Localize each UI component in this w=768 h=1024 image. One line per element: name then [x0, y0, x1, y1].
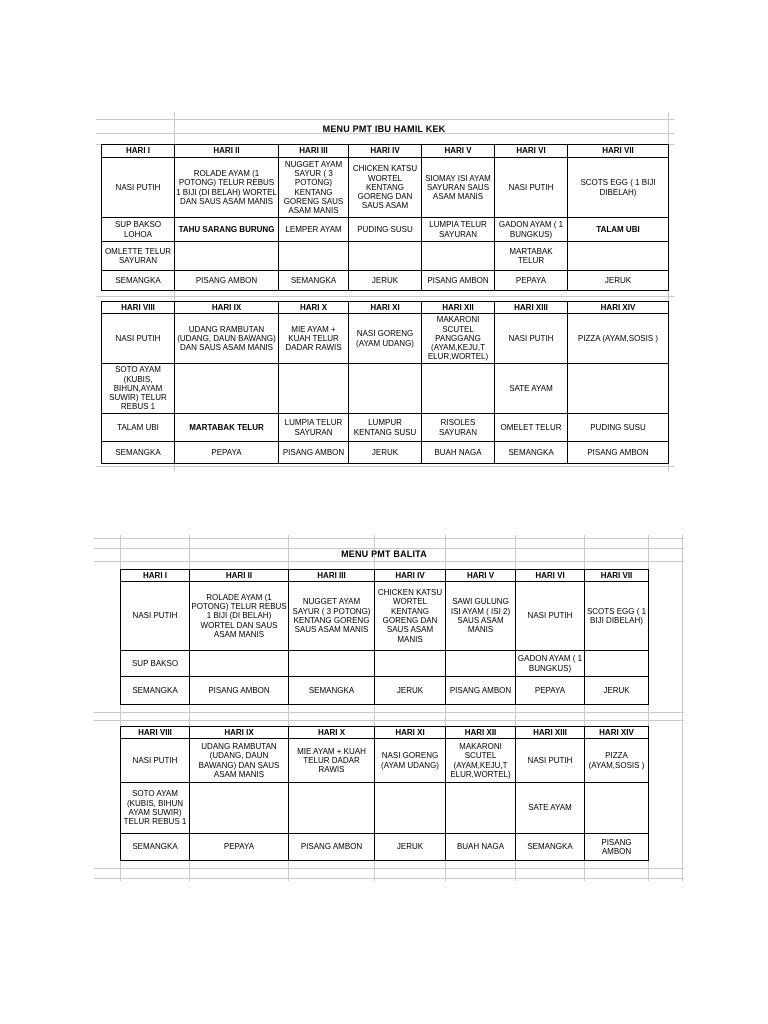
day-header: HARI XII	[446, 727, 516, 739]
day-header: HARI III	[289, 570, 375, 582]
day-header: HARI X	[289, 727, 375, 739]
menu-cell: NASI PUTIH	[516, 739, 585, 783]
day-header: HARI II	[190, 570, 289, 582]
gridline	[94, 720, 684, 721]
gridline	[94, 538, 684, 539]
day-header: HARI XIV	[585, 727, 649, 739]
menu-cell: MAKARONI SCUTEL (AYAM,KEJU,T ELUR,WORTEL)	[446, 739, 516, 783]
menu-cell: PISANG AMBON	[190, 677, 289, 705]
menu-cell: OMLETTE TELUR SAYURAN	[102, 242, 175, 271]
menu-cell: LEMPER AYAM	[279, 218, 349, 242]
menu-cell: MAKARONI SCUTEL PANGGANG (AYAM,KEJU,T ELUR,WORTEL)	[422, 314, 495, 364]
menu-cell: SOTO AYAM (KUBIS, BIHUN AYAM SUWIR) TELUR REBUS 1	[121, 783, 190, 834]
day-header: HARI VIII	[121, 727, 190, 739]
day-header: HARI I	[121, 570, 190, 582]
menu-table-week-1	[101, 144, 669, 291]
day-header: HARI IV	[349, 145, 422, 158]
menu-cell	[289, 651, 375, 677]
day-header: HARI VII	[568, 145, 669, 158]
menu-cell: PISANG AMBON	[568, 442, 669, 464]
menu-cell	[175, 242, 279, 271]
menu-cell: NUGGET AYAM SAYUR ( 3 POTONG) KENTANG GORENG SAUS ASAM MANIS	[289, 582, 375, 651]
menu-cell: PIZZA (AYAM,SOSIS )	[585, 739, 649, 783]
day-header: HARI IV	[375, 570, 446, 582]
menu-cell: NASI PUTIH	[102, 314, 175, 364]
day-header: HARI XIV	[568, 302, 669, 314]
day-header: HARI XIII	[495, 302, 568, 314]
menu-cell	[585, 651, 649, 677]
day-header: HARI VI	[495, 145, 568, 158]
menu-cell: SCOTS EGG ( 1 BIJI DIBELAH)	[568, 158, 669, 218]
menu-table-week-2	[120, 726, 649, 861]
menu-cell: NASI GORENG (AYAM UDANG)	[349, 314, 422, 364]
day-header: HARI XIII	[516, 727, 585, 739]
menu-cell: SOTO AYAM (KUBIS, BIHUN,AYAM SUWIR) TELUR REBUS 1	[102, 364, 175, 414]
menu-cell: CHICKEN KATSU WORTEL KENTANG GORENG DAN SAUS ASAM	[349, 158, 422, 218]
menu-cell	[375, 651, 446, 677]
menu-cell: ROLADE AYAM (1 POTONG) TELUR REBUS 1 BIJI (DI BELAH) WORTEL DAN SAUS ASAM MANIS	[190, 582, 289, 651]
menu-cell: RISOLES SAYURAN	[422, 414, 495, 442]
menu-cell: MIE AYAM + KUAH TELUR DADAR RAWIS	[279, 314, 349, 364]
menu-cell: SAWI GULUNG ISI AYAM ( ISI 2) SAUS ASAM MANIS	[446, 582, 516, 651]
menu-cell: TALAM UBI	[568, 218, 669, 242]
menu-cell: SATE AYAM	[516, 783, 585, 834]
menu-cell	[190, 651, 289, 677]
day-header: HARI IX	[190, 727, 289, 739]
menu-cell: MARTABAK TELUR	[495, 242, 568, 271]
menu-cell	[289, 783, 375, 834]
menu-cell: SCOTS EGG ( 1 BIJI DIBELAH)	[585, 582, 649, 651]
menu-cell	[279, 364, 349, 414]
menu-cell: NASI PUTIH	[121, 739, 190, 783]
menu-cell: BUAH NAGA	[446, 834, 516, 861]
menu-cell: ROLADE AYAM (1 POTONG) TELUR REBUS 1 BIJI (DI BELAH) WORTEL DAN SAUS ASAM MANIS	[175, 158, 279, 218]
menu-cell	[375, 783, 446, 834]
menu-cell: JERUK	[568, 271, 669, 291]
menu-cell	[349, 364, 422, 414]
menu-cell: SEMANGKA	[516, 834, 585, 861]
menu-cell: JERUK	[585, 677, 649, 705]
menu-cell	[279, 242, 349, 271]
menu-cell: SUP BAKSO	[121, 651, 190, 677]
menu-cell: MIE AYAM + KUAH TELUR DADAR RAWIS	[289, 739, 375, 783]
menu-cell	[422, 242, 495, 271]
gridline	[682, 535, 683, 881]
menu-cell: PISANG AMBON	[446, 677, 516, 705]
menu-cell: SEMANGKA	[279, 271, 349, 291]
day-header: HARI XI	[375, 727, 446, 739]
day-header: HARI V	[422, 145, 495, 158]
gridline	[94, 878, 684, 879]
menu-cell: OMELET TELUR	[495, 414, 568, 442]
menu-cell: PISANG AMBON	[279, 442, 349, 464]
menu-cell: SEMANGKA	[102, 271, 175, 291]
menu-cell: PEPAYA	[495, 271, 568, 291]
menu-cell: PISANG AMBON	[422, 271, 495, 291]
page-title-ibu-hamil: MENU PMT IBU HAMIL KEK	[322, 124, 446, 134]
menu-cell: NASI PUTIH	[495, 314, 568, 364]
gridline	[94, 712, 684, 713]
menu-cell: JERUK	[349, 271, 422, 291]
menu-cell: GADON AYAM ( 1 BUNGKUS)	[516, 651, 585, 677]
day-header: HARI VI	[516, 570, 585, 582]
day-header: HARI II	[175, 145, 279, 158]
gridline	[94, 561, 684, 562]
menu-cell: PEPAYA	[516, 677, 585, 705]
menu-cell: LUMPIA TELUR SAYURAN	[279, 414, 349, 442]
menu-cell: NASI PUTIH	[516, 582, 585, 651]
menu-cell	[175, 364, 279, 414]
menu-cell	[190, 783, 289, 834]
menu-table-week-1	[120, 569, 649, 705]
menu-cell	[422, 364, 495, 414]
menu-cell: TALAM UBI	[102, 414, 175, 442]
menu-cell: MARTABAK TELUR	[175, 414, 279, 442]
menu-cell: SIOMAY ISI AYAM SAYURAN SAUS ASAM MANIS	[422, 158, 495, 218]
menu-cell: SEMANGKA	[121, 834, 190, 861]
gridline	[96, 466, 674, 467]
menu-cell: NASI PUTIH	[495, 158, 568, 218]
menu-cell: PISANG AMBON	[289, 834, 375, 861]
day-header: HARI X	[279, 302, 349, 314]
menu-cell: NASI PUTIH	[102, 158, 175, 218]
menu-cell	[568, 364, 669, 414]
day-header: HARI I	[102, 145, 175, 158]
menu-cell: PISANG AMBON	[175, 271, 279, 291]
day-header: HARI XII	[422, 302, 495, 314]
gridline	[96, 296, 674, 297]
menu-cell: NASI GORENG (AYAM UDANG)	[375, 739, 446, 783]
day-header: HARI VIII	[102, 302, 175, 314]
day-header: HARI VII	[585, 570, 649, 582]
menu-cell: LUMPUR KENTANG SUSU	[349, 414, 422, 442]
gridline	[96, 119, 674, 120]
menu-cell: PIZZA (AYAM,SOSIS )	[568, 314, 669, 364]
page-title-balita: MENU PMT BALITA	[341, 549, 427, 559]
menu-cell: PUDING SUSU	[349, 218, 422, 242]
menu-cell: CHICKEN KATSU WORTEL KENTANG GORENG DAN SAUS ASAM MANIS	[375, 582, 446, 651]
menu-cell	[446, 783, 516, 834]
menu-cell: JERUK	[375, 677, 446, 705]
menu-table-week-2	[101, 301, 669, 464]
menu-cell: JERUK	[349, 442, 422, 464]
day-header: HARI V	[446, 570, 516, 582]
menu-cell: SEMANGKA	[289, 677, 375, 705]
menu-cell: BUAH NAGA	[422, 442, 495, 464]
menu-cell: PUDING SUSU	[568, 414, 669, 442]
menu-cell	[585, 783, 649, 834]
day-header: HARI III	[279, 145, 349, 158]
menu-cell: UDANG RAMBUTAN (UDANG, DAUN BAWANG) DAN SAUS ASAM MANIS	[190, 739, 289, 783]
menu-cell: LUMPIA TELUR SAYURAN	[422, 218, 495, 242]
menu-cell: NASI PUTIH	[121, 582, 190, 651]
day-header: HARI IX	[175, 302, 279, 314]
menu-cell: PEPAYA	[190, 834, 289, 861]
menu-cell: SUP BAKSO LOHOA	[102, 218, 175, 242]
menu-cell: SEMANGKA	[102, 442, 175, 464]
menu-cell	[446, 651, 516, 677]
menu-cell: SATE AYAM	[495, 364, 568, 414]
menu-cell: JERUK	[375, 834, 446, 861]
menu-cell	[568, 242, 669, 271]
day-header: HARI XI	[349, 302, 422, 314]
menu-cell: PISANG AMBON	[585, 834, 649, 861]
menu-cell: TAHU SARANG BURUNG	[175, 218, 279, 242]
menu-cell: UDANG RAMBUTAN (UDANG, DAUN BAWANG) DAN SAUS ASAM MANIS	[175, 314, 279, 364]
menu-cell: SEMANGKA	[121, 677, 190, 705]
menu-cell: SEMANGKA	[495, 442, 568, 464]
menu-cell	[349, 242, 422, 271]
gridline	[94, 868, 684, 869]
menu-cell: NUGGET AYAM SAYUR ( 3 POTONG) KENTANG GORENG SAUS ASAM MANIS	[279, 158, 349, 218]
menu-cell: GADON AYAM ( 1 BUNGKUS)	[495, 218, 568, 242]
menu-cell: PEPAYA	[175, 442, 279, 464]
